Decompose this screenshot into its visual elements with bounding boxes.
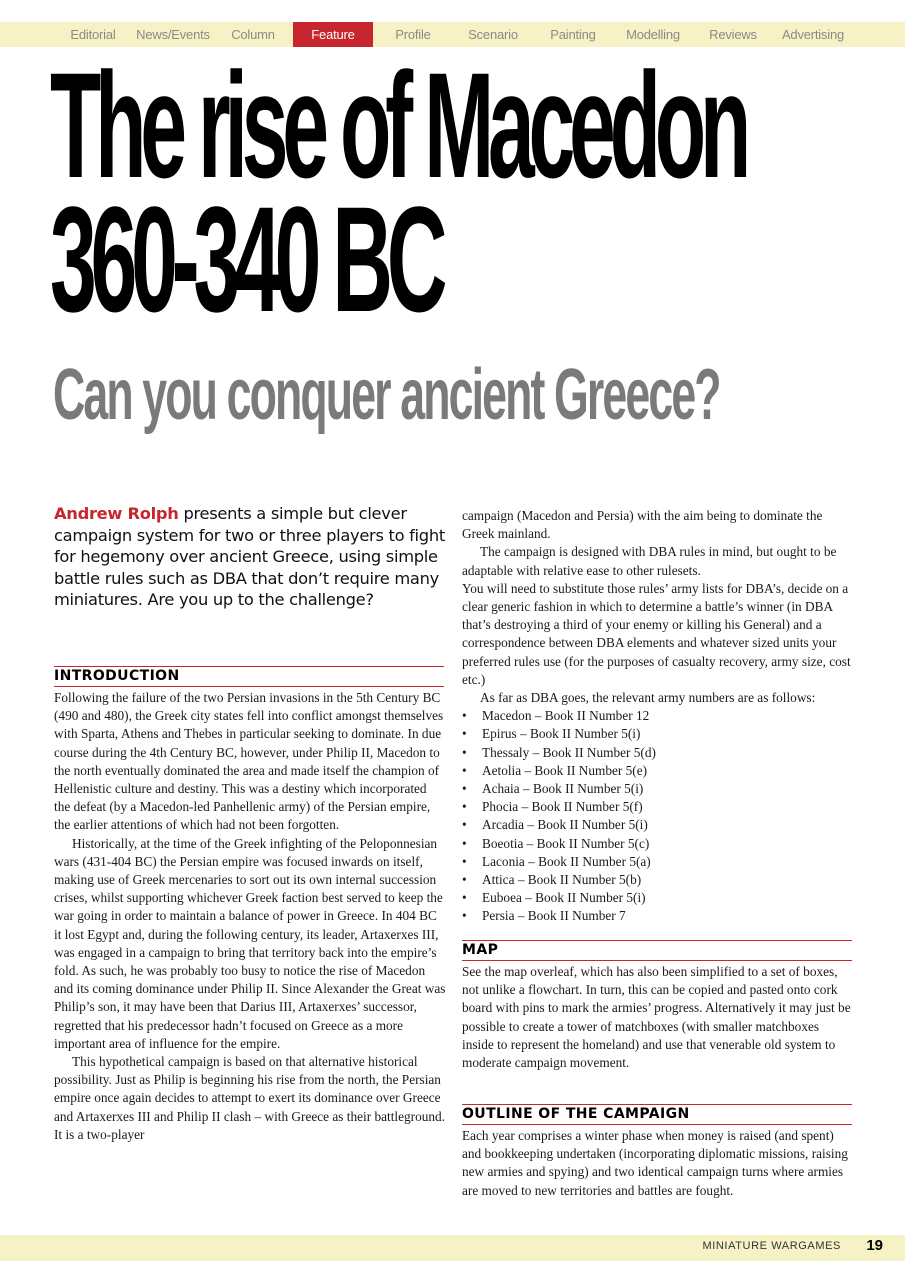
outline-heading: OUTLINE OF THE CAMPAIGN [462,1104,852,1125]
tab-news-events[interactable]: News/Events [136,27,210,42]
outline-section [462,1127,854,1200]
map-paragraph: See the map overleaf, which has also been simplified to a set of boxes, not unlike a flowchart. In turn, this can be copied and pasted onto cork board with pins to mark the armies’ progress. Alternatively it may just be possible to create a tower of matchboxes (with smaller matchboxes inside to represent the homeland) and use that venerable old system to moderate campaign movement. [462,964,851,1071]
left-column [54,689,446,1144]
page-number: 19 [866,1237,883,1254]
intro-paragraph-7: As far as DBA goes, the relevant army numbers are as follows: [480,690,816,706]
tab-reviews[interactable]: Reviews [709,27,757,42]
article-subtitle: Can you conquer ancient Greece? [53,355,720,435]
intro-paragraph-5: The campaign is designed with DBA rules in mind, but ought to be adaptable with relative ease to other rulesets. [462,544,837,578]
intro-paragraph-2: Historically, at the time of the Greek infighting of the Peloponnesian wars (431-404 BC) the Persian empire was focused inwards on itself, making use of Greek mercenaries to sort out its own internal succession crises, whilst supporting whichever Greek faction best served to keep the war going in order to maintain a balance of power in Greece. In 404 BC it lost Egypt and, during the following century, its leader, Artaxerxes III, was engaged in a campaign to bring that territory back into the empire’s fold. As such, he was probably too busy to notice the rise of Macedon and its coming dominance under Philip II. Since Alexander the Great was Philip’s son, it may have been that Darius III, Artaxerxes’ successor, regretted that his predecessor hadn’t focused on Greece as a more important area of influence for the empire. [54,835,446,1051]
tab-advertising[interactable]: Advertising [781,27,845,42]
article-title [50,41,746,343]
right-column [462,507,854,926]
intro-paragraph-6: You will need to substitute those rules’ army lists for DBA’s, decide on a clear generic fashion in which to determine a battle’s winner (in DBA that’s destroying a third of your enemy or killing his General) and a correspondence between DBA elements and whatever sized units your preferred rules use (for the purposes of casualty recovery, army size, cost etc.) [462,580,851,687]
author-name: Andrew Rolph [54,504,179,523]
standfirst-text: presents a simple but clever campaign system for two or three players to fight for hegemony over ancient Greece, using simple battle rules such as DBA that don’t require many miniatures. Are you up to the challenge? [54,504,445,610]
outline-paragraph: Each year comprises a winter phase when money is raised (and spent) and bookkeeping undertaken (incorporating diplomatic missions, raising new armies and spying) and two identical campaign turns where armies are moved to new territories and battles are fought. [462,1128,848,1198]
list-item: • Thessaly – Book II Number 5(d) [462,744,854,762]
tab-modelling[interactable]: Modelling [626,27,680,42]
list-item: • Arcadia – Book II Number 5(i) [462,816,854,834]
magazine-name: MINIATURE WARGAMES [702,1240,841,1252]
list-item: • Persia – Book II Number 7 [462,907,854,925]
army-list [462,707,854,925]
list-item: • Attica – Book II Number 5(b) [462,871,854,889]
intro-paragraph-4: campaign (Macedon and Persia) with the aim being to dominate the Greek mainland. [462,508,823,542]
list-item: • Laconia – Book II Number 5(a) [462,853,854,871]
introduction-heading: INTRODUCTION [54,666,444,687]
map-section [462,963,854,1072]
list-item: • Epirus – Book II Number 5(i) [462,725,854,743]
tab-painting[interactable]: Painting [550,27,596,42]
intro-paragraph-3: This hypothetical campaign is based on that alternative historical possibility. Just as Philip is beginning his rise from the north, the Persian empire once again decides to attempt to exert its dominance over Greece and Artaxerxes III and Philip II clash – with Greece as their battleground. It is a two-player [54,1054,446,1142]
list-item: • Phocia – Book II Number 5(f) [462,798,854,816]
list-item: • Boeotia – Book II Number 5(c) [462,835,854,853]
list-item: • Achaia – Book II Number 5(i) [462,780,854,798]
standfirst [54,503,446,611]
list-item: • Macedon – Book II Number 12 [462,707,854,725]
intro-paragraph-1: Following the failure of the two Persian invasions in the 5th Century BC (490 and 480), the Greek city states fell into conflict amongst themselves with Sparta, Athens and Thebes in particular seeking to dominate. In due course during the 4th Century BC, however, under Philip II, Macedon to the north eventually dominated the area and made itself the champion of Hellenistic culture and destiny. This was a destiny which incorporated the defeat (by a Macedon-led Panhellenic army) of the Persian empire, the earlier attentions of which had not been forgotten. [54,690,444,833]
tab-column[interactable]: Column [231,27,275,42]
title-line-1: The rise of Macedon [50,41,746,209]
tab-editorial[interactable]: Editorial [70,27,116,42]
tab-feature[interactable]: Feature [293,22,373,47]
list-item: • Euboea – Book II Number 5(i) [462,889,854,907]
map-heading: MAP [462,940,852,961]
tab-profile[interactable]: Profile [395,27,431,42]
tab-scenario[interactable]: Scenario [468,27,518,42]
list-item: • Aetolia – Book II Number 5(e) [462,762,854,780]
title-line-2: 360-340 BC [50,175,442,343]
